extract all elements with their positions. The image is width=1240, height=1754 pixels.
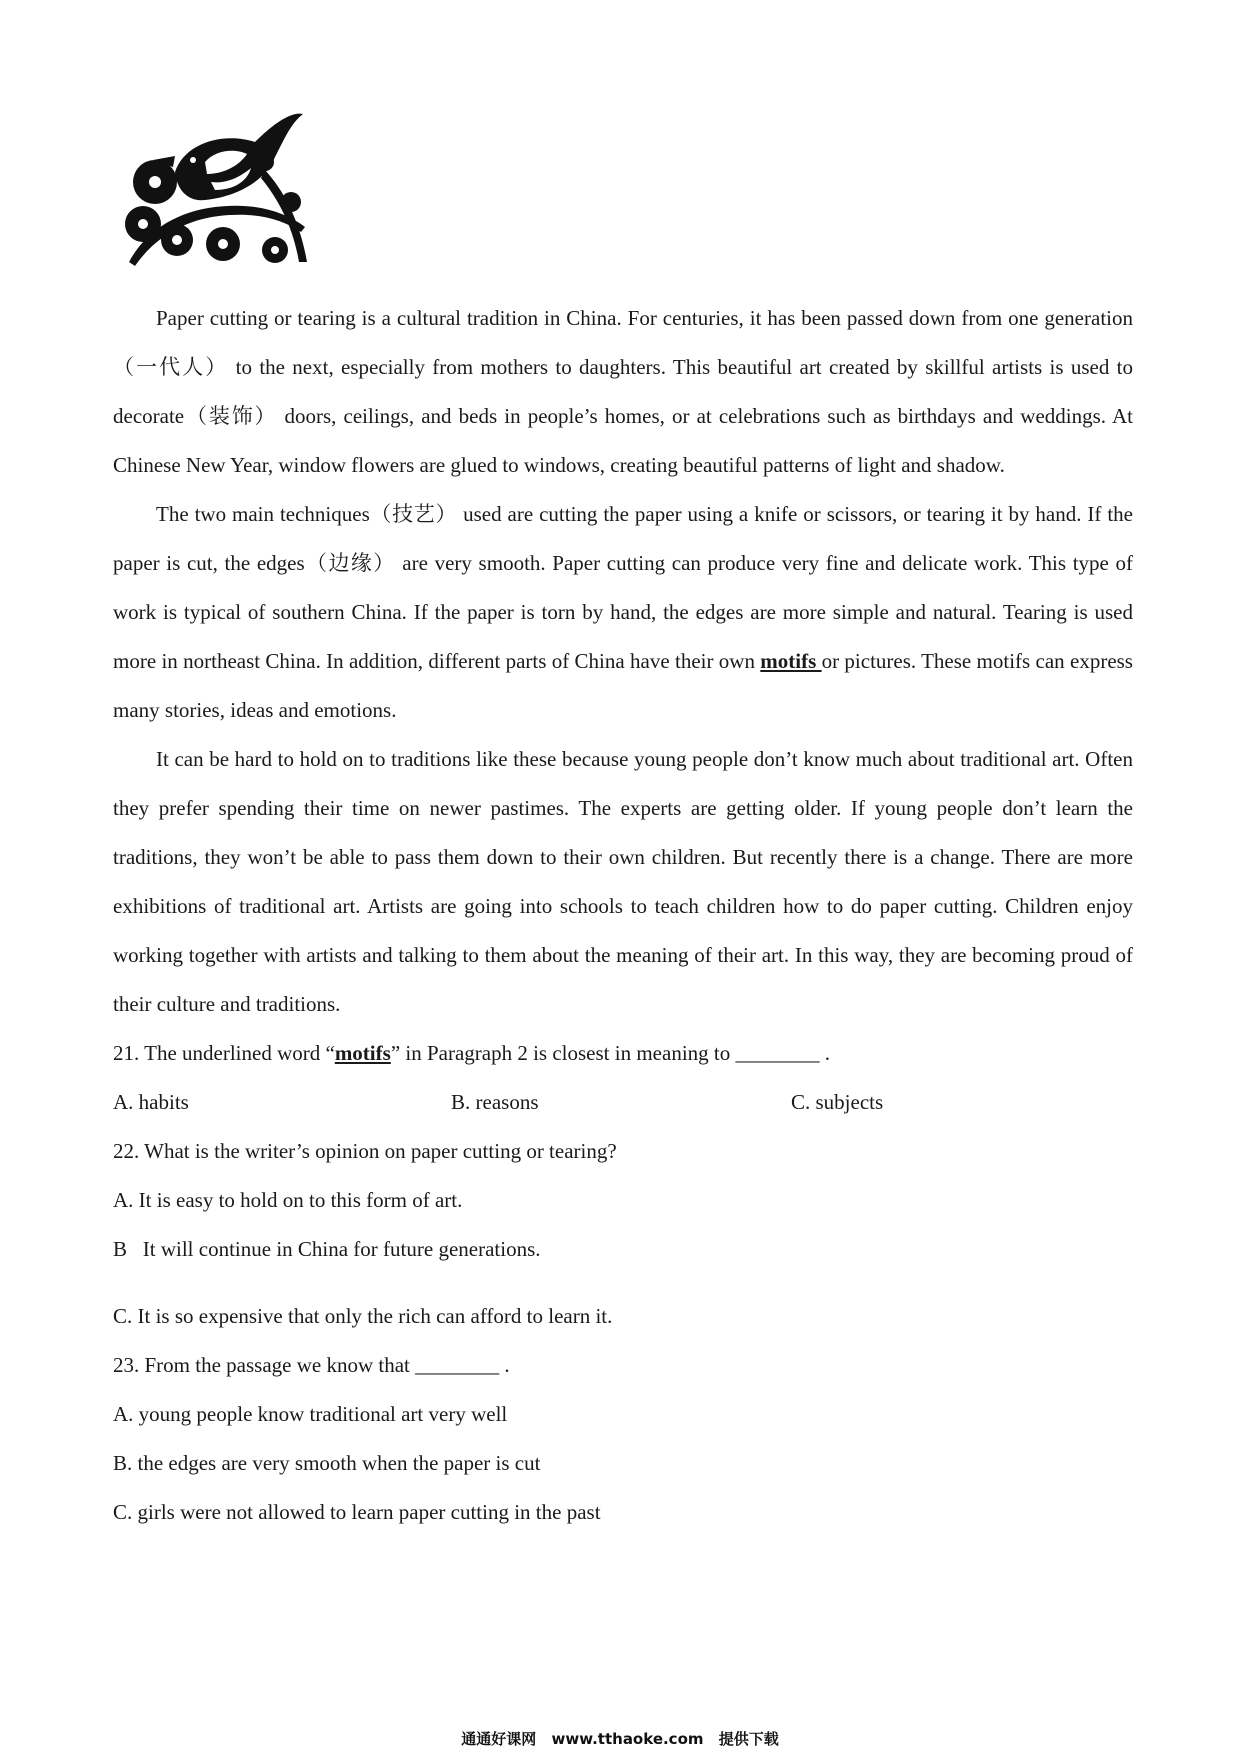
paragraph-1 [113,294,1133,490]
question-21-underlined-word: motifs [334,1041,391,1065]
question-23-option-a: A. young people know traditional art very well [113,1402,508,1426]
question-22-option-c: C. It is so expensive that only the rich can afford to learn it. [113,1304,613,1328]
paragraph-3 [113,735,1133,1029]
paragraph-1-text: Paper cutting or tearing is a cultural tradition in China. For centuries, it has been passed down from one generation（一代人） to the next, especially from mothers to daughters. This beautiful art created by skillful artists is used to decorate（装饰） doors, ceilings, and beds in people’s homes, or at celebrations such as birthdays and weddings. At Chinese New Year, window flowers are glued to windows, creating beautiful patterns of light and shadow. [113,306,1133,477]
question-21-option-b: B. reasons [451,1090,539,1114]
question-23-stem: 23. From the passage we know that ________ . [113,1353,510,1377]
question-22-stem: 22. What is the writer’s opinion on paper cutting or tearing? [113,1139,617,1163]
question-21-option-c: C. subjects [791,1090,884,1114]
page-footer [0,1728,1240,1749]
paragraph-2-text-a: The two main techniques（技艺） used are cutting the paper using a knife or scissors, or tearing it by hand. If the paper is cut, the edges（边缘） are very smooth. Paper cutting can produce very fine and delicate work. This type of work is typical of southern China. If the paper is torn by hand, the edges are more simple and natural. Tearing is used more in northeast China. In addition, different parts of China have their own [113,502,1133,673]
underlined-word-motifs: motifs [760,649,822,673]
spacer [113,1274,1133,1292]
footer-site-name: 通通好课网 [461,1730,537,1748]
bird-paper-cutting-icon [115,112,311,274]
question-23-option-b: B. the edges are very smooth when the paper is cut [113,1451,541,1475]
question-21-stem-a: 21. The underlined word “ [113,1041,335,1065]
passage-and-questions [113,294,1133,1537]
footer-download: 提供下载 [718,1730,779,1748]
question-21 [113,1029,1133,1078]
question-21-stem-b: ” in Paragraph 2 is closest in meaning to ________ . [390,1041,830,1065]
question-23-option-c: C. girls were not allowed to learn paper cutting in the past [113,1500,601,1524]
question-22-option-b: B It will continue in China for future generations. [113,1237,541,1261]
question-22-option-a: A. It is easy to hold on to this form of art. [113,1188,463,1212]
footer-url[interactable]: www.tthaoke.com [551,1730,704,1748]
question-21-options [113,1078,1133,1127]
paragraph-2-text-b: or pictures. These motifs can express many stories, ideas and emotions. [113,649,1133,722]
question-21-option-a: A. habits [113,1090,189,1114]
paragraph-3-text: It can be hard to hold on to traditions like these because young people don’t know much about traditional art. Often they prefer spending their time on newer pastimes. The experts are getting older. If young people don’t learn the traditions, they won’t be able to pass them down to their own children. But recently there is a change. There are more exhibitions of traditional art. Artists are going into schools to teach children how to do paper cutting. Children enjoy working together with artists and talking to them about the meaning of their art. In this way, they are becoming proud of their culture and traditions. [113,747,1133,1016]
paragraph-2 [113,490,1133,735]
